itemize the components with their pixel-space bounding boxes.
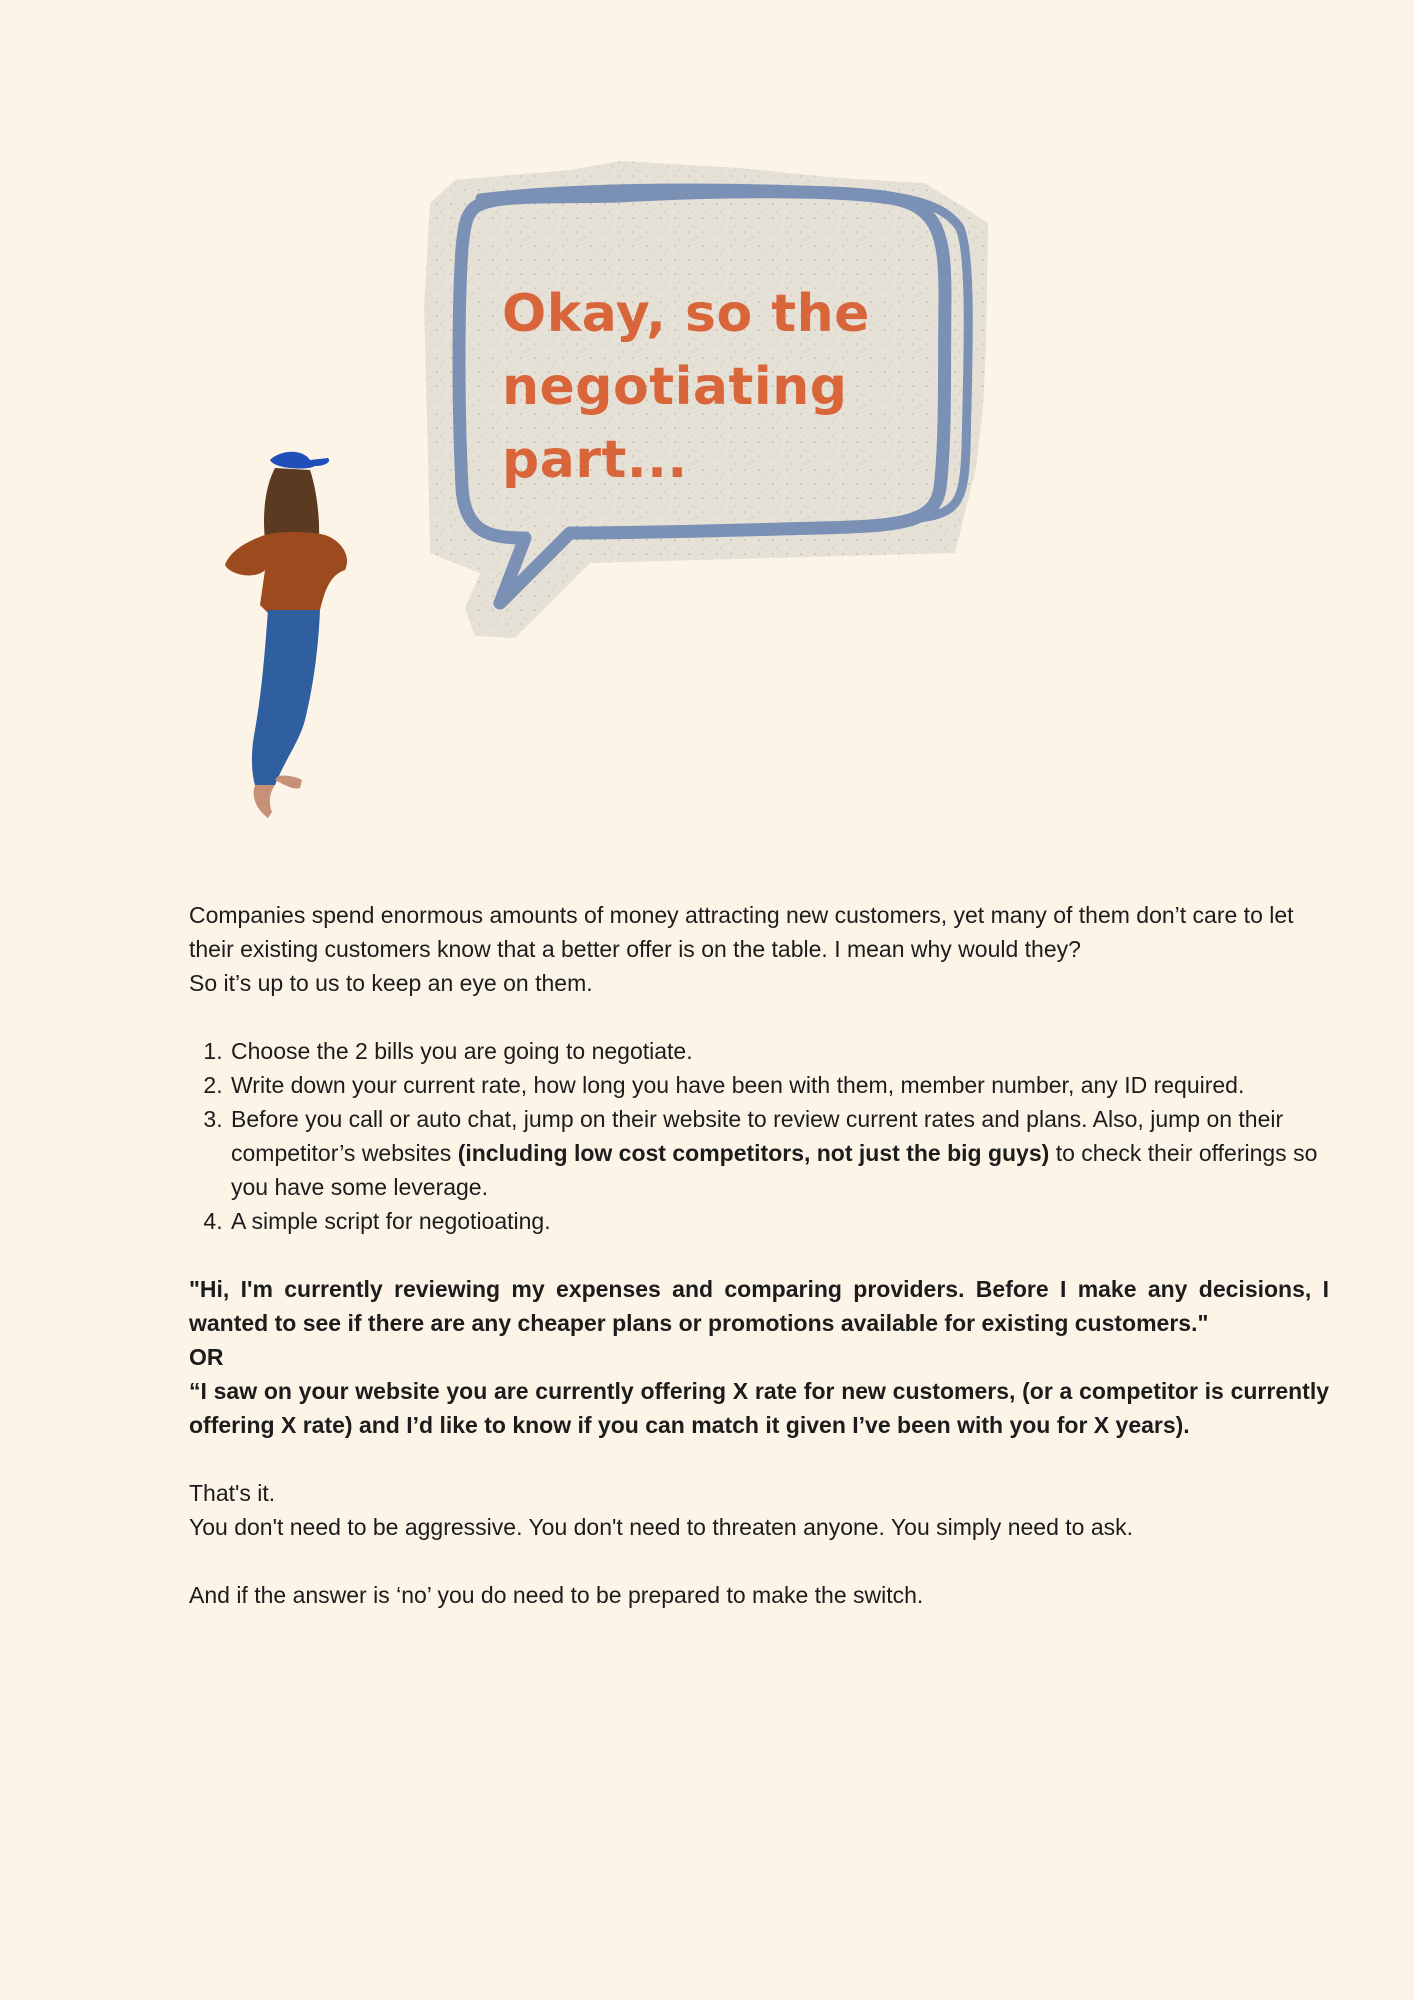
speech-bubble — [420, 158, 1000, 648]
cap-icon — [270, 452, 329, 469]
step-text: to check their offerings so you have some leverage. — [231, 1140, 1318, 1200]
article-body — [189, 898, 1329, 1612]
intro-paragraph: Companies spend enormous amounts of money attracting new customers, yet many of them don’t care to let their existing customers know that a better offer is on the table. I mean why would they? — [189, 902, 1294, 962]
script-option-2: “I saw on your website you are currently offering X rate for new customers, (or a competitor is currently offering X rate) and I’d like to know if you can match it given I’ve been with you for X years). — [189, 1378, 1329, 1438]
list-item: 1. Choose the 2 bills you are going to negotiate. — [229, 1034, 1329, 1068]
closing-line: You don't need to be aggressive. You don't need to threaten anyone. You simply need to ask. — [189, 1514, 1133, 1540]
or-label: OR — [189, 1344, 224, 1370]
closing-line: That's it. — [189, 1480, 276, 1506]
step-text: Before you call or auto chat, jump on their website to review current rates and plans. Also, jump on their competitor’s websites — [231, 1106, 1284, 1166]
intro-paragraph-2: So it’s up to us to keep an eye on them. — [189, 970, 593, 996]
list-item — [229, 1102, 1329, 1204]
person-standing-icon — [210, 440, 380, 820]
step-emphasis: (including low cost competitors, not just the big guys) — [457, 1140, 1050, 1166]
hero-section — [0, 0, 1414, 860]
jeans-icon — [252, 610, 320, 785]
bubble-heading: Okay, so the negotiating part... — [502, 284, 870, 490]
steps-list — [189, 1034, 1329, 1238]
list-item: 2. Write down your current rate, how long you have been with them, member number, any ID required. — [229, 1068, 1329, 1102]
script-option-1: "Hi, I'm currently reviewing my expenses and comparing providers. Before I make any decisions, I wanted to see if there are any cheaper plans or promotions available for existing customers." — [189, 1276, 1329, 1336]
jacket-icon — [225, 532, 347, 615]
list-item: 4. A simple script for negotioating. — [229, 1204, 1329, 1238]
closing-line: And if the answer is ‘no’ you do need to be prepared to make the switch. — [189, 1582, 924, 1608]
